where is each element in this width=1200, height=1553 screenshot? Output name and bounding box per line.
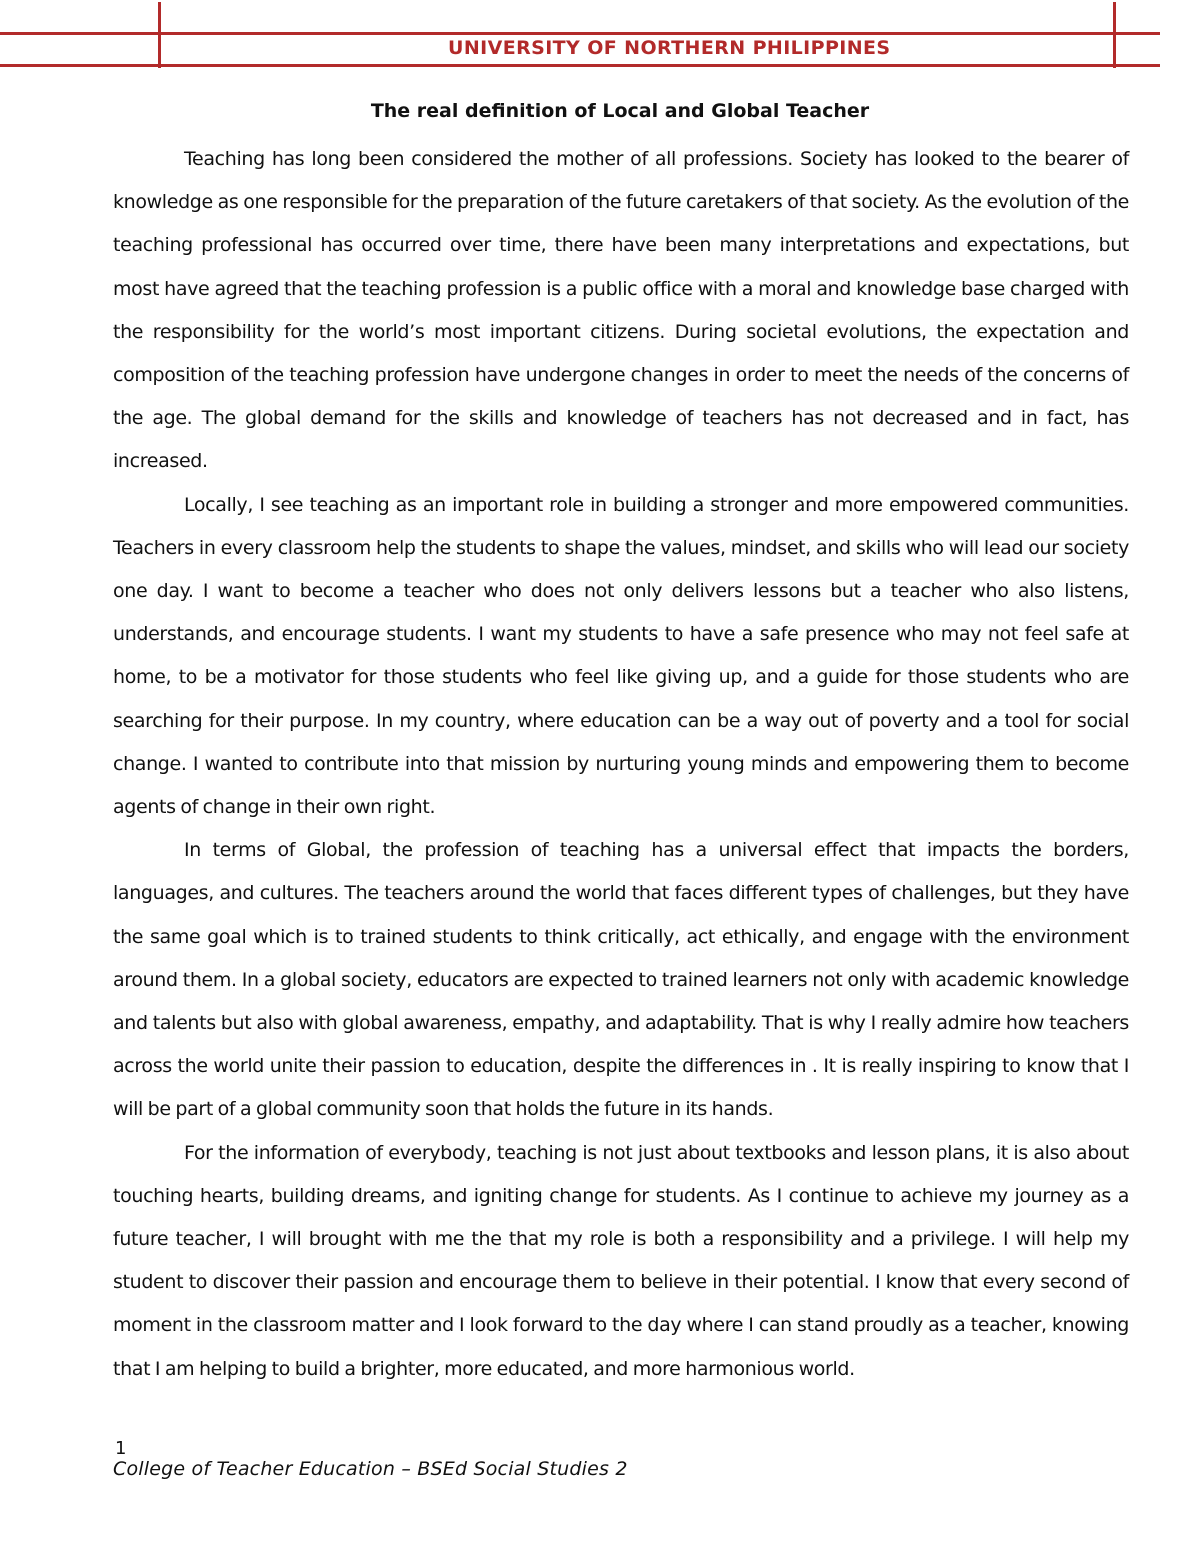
document-title: The real definition of Local and Global Teacher — [370, 100, 870, 122]
header-right-divider — [1113, 2, 1116, 68]
footer-course-label: College of Teacher Education – BSEd Social Studies 2 — [113, 1458, 628, 1480]
header-bottom-rule — [0, 64, 1160, 67]
header-left-divider — [158, 2, 161, 68]
page-number: 1 — [115, 1438, 127, 1459]
university-name: UNIVERSITY OF NORTHERN PHILIPPINES — [448, 37, 891, 59]
paragraph-intro: Teaching has long been considered the mother of all professions. Society has looked to the bearer of knowledge as one responsible for the preparation of the future caretakers of that society. As the evolution of the teaching professional has occurred over time, there have been many interpretations and expectations, but most have agreed that the teaching profession is a public office with a moral and knowledge base charged with the responsibility for the world’s most important citizens. During societal evolutions, the expectation and composition of the teaching profession have undergone changes in order to meet the needs of the concerns of the age. The global demand for the skills and knowledge of teachers has not decreased and in fact, has increased. — [113, 148, 1129, 473]
paragraph-conclusion: For the information of everybody, teaching is not just about textbooks and lesson plans, it is also about touching hearts, building dreams, and igniting change for students. As I continue to achieve my journey as a future teacher, I will brought with me the that my role is both a responsibility and a privilege. I will help my student to discover their passion and encourage them to believe in their potential. I know that every second of moment in the classroom matter and I look forward to the day where I can stand proudly as a teacher, knowing that I am helping to build a brighter, more educated, and more harmonious world. — [113, 1141, 1129, 1380]
header-top-rule — [0, 32, 1160, 35]
document-body — [113, 138, 1129, 1391]
paragraph-global: In terms of Global, the profession of teaching has a universal effect that impacts the borders, languages, and cultures. The teachers around the world that faces different types of challenges, but they have the same goal which is to trained students to think critically, act ethically, and engage with the environment around them. In a global society, educators are expected to trained learners not only with academic knowledge and talents but also with global awareness, empathy, and adaptability. That is why I really admire how teachers across the world unite their passion to education, despite the differences in . It is really inspiring to know that I will be part of a global community soon that holds the future in its hands. — [113, 839, 1129, 1121]
paragraph-local: Locally, I see teaching as an important role in building a stronger and more empowered communities. Teachers in every classroom help the students to shape the values, mindset, and skills who will lead our society one day. I want to become a teacher who does not only delivers lessons but a teacher who also listens, understands, and encourage students. I want my students to have a safe presence who may not feel safe at home, to be a motivator for those students who feel like giving up, and a guide for those students who are searching for their purpose. In my country, where education can be a way out of poverty and a tool for social change. I wanted to contribute into that mission by nurturing young minds and empowering them to become agents of change in their own right. — [113, 493, 1129, 819]
